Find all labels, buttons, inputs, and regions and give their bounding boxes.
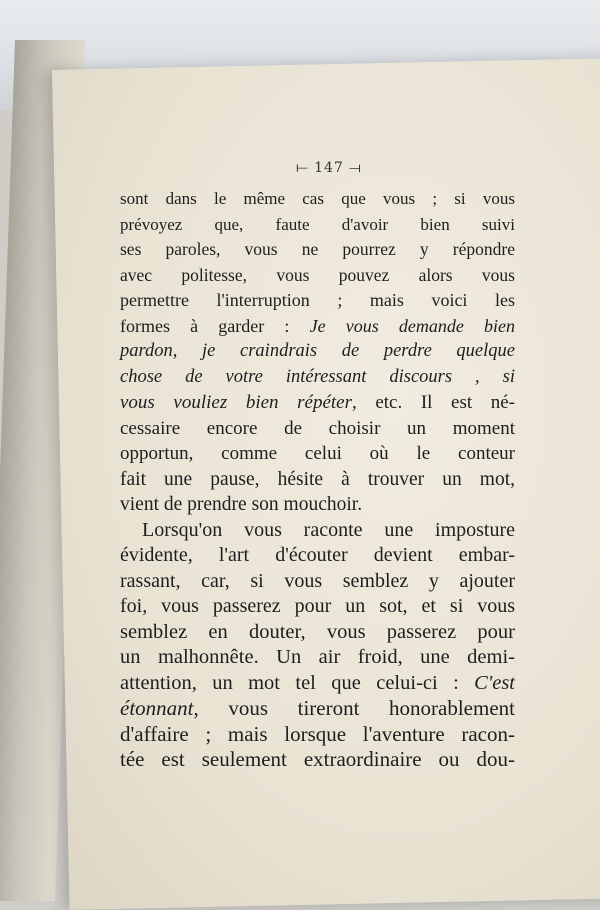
text-line: permettre l'interruption ; mais voici les bbox=[120, 290, 515, 310]
text-line: ses paroles, vous ne pourrez y répondre bbox=[120, 239, 515, 259]
page-number bbox=[296, 160, 362, 176]
folio-ornament-right: ⟞ bbox=[343, 160, 362, 176]
text-line: évidente, l'art d'écouter devient embar- bbox=[120, 544, 515, 566]
text-line bbox=[120, 671, 515, 697]
text-line: cessaire encore de choisir un moment bbox=[120, 417, 515, 439]
text-line: tée est seulement extraordinaire ou dou- bbox=[120, 747, 515, 771]
italic-run: C'est bbox=[474, 671, 515, 694]
text-line: rassant, car, si vous semblez y ajouter bbox=[120, 569, 515, 592]
italic-run: Je vous demande bien bbox=[309, 315, 515, 336]
text-line: semblez en douter, vous passerez pour bbox=[120, 620, 515, 643]
italic-run: pardon, je craindrais de perdre quelque bbox=[120, 341, 515, 361]
text-line: sont dans le même cas que vous ; si vous bbox=[120, 189, 515, 208]
text-line bbox=[120, 390, 515, 416]
text-line: prévoyez que, faute d'avoir bien suivi bbox=[120, 214, 515, 234]
text-run: , vous tireront honorablement bbox=[193, 696, 515, 720]
text-run: attention, un mot tel que celui-ci : bbox=[120, 671, 475, 694]
text-line: d'affaire ; mais lorsque l'aventure racon- bbox=[120, 721, 515, 746]
text-run: , etc. Il est né- bbox=[352, 392, 515, 413]
text-line bbox=[120, 314, 515, 340]
page-number-value: 147 bbox=[314, 160, 344, 176]
text-line: vient de prendre son mouchoir. bbox=[120, 494, 363, 515]
text-line bbox=[120, 365, 515, 391]
text-run: formes à garder : bbox=[120, 315, 310, 336]
text-line: Lorsqu'on vous raconte une imposture bbox=[142, 518, 515, 541]
text-line: opportun, comme celui où le conteur bbox=[120, 443, 515, 464]
italic-run: vous vouliez bien répéter bbox=[120, 392, 352, 413]
text-line: avec politesse, vous pouvez alors vous bbox=[120, 264, 515, 285]
text-line bbox=[120, 696, 515, 722]
text-line: un malhonnête. Un air froid, une demi- bbox=[120, 646, 515, 668]
italic-run: chose de votre intéressant discours , si bbox=[120, 366, 515, 387]
text-line bbox=[120, 339, 515, 365]
italic-run: étonnant bbox=[120, 696, 194, 720]
text-line: foi, vous passerez pour un sot, et si vous bbox=[120, 595, 515, 617]
folio-ornament-left: ⟝ bbox=[296, 160, 315, 176]
body-text bbox=[120, 186, 515, 773]
text-line: fait une pause, hésite à trouver un mot, bbox=[120, 468, 515, 490]
